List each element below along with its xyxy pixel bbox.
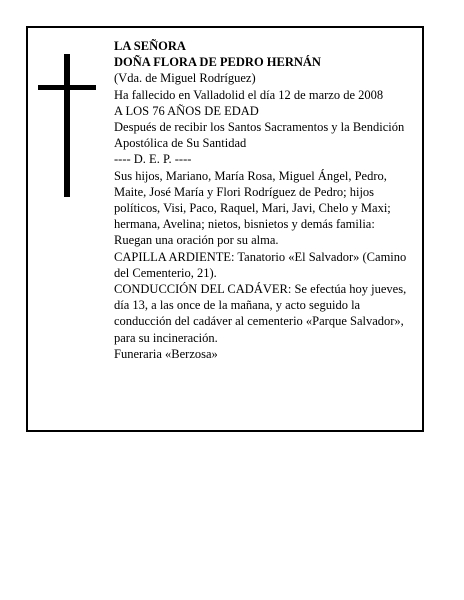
chapel: CAPILLA ARDIENTE: Tanatorio «El Salvador» (Camino del Cementerio, 21). xyxy=(114,249,407,280)
prayer: Ruegan una oración por su alma. xyxy=(114,233,279,248)
heading: LA SEÑORA xyxy=(114,39,186,53)
family: Sus hijos, Mariano, María Rosa, Miguel Ángel, Pedro, Maite, José María y Flori Rodríguez de Pedro; hijos políticos, Visi, Paco, Raquel, Mari, Javi, Chelo y Maxi; hermana, Avelina; nietos, bisnietos y demás familia: xyxy=(114,168,391,232)
cross-icon-vertical-bar xyxy=(64,54,70,197)
conduction-label: CONDUCCIÓN DEL CADÁVER: xyxy=(114,282,292,297)
conduction xyxy=(114,281,414,346)
conduction-text: Se efectúa hoy jueves, día 13, a las once de la mañana, y acto seguido la conducción del cadáver al cementerio «Parque Salvador», para su incineración. xyxy=(114,282,407,345)
death-statement: Ha fallecido en Valladolid el día 12 de marzo de 2008 xyxy=(114,87,384,102)
funeral-home: Funeraria «Berzosa» xyxy=(114,346,218,361)
cross-icon-horizontal-bar xyxy=(38,85,96,90)
sacraments: Después de recibir los Santos Sacramentos y la Bendición Apostólica de Su Santidad xyxy=(114,120,405,151)
deceased-name: DOÑA FLORA DE PEDRO HERNÁN xyxy=(114,55,321,70)
rip: ---- D. E. P. ---- xyxy=(114,152,192,167)
widow-of: (Vda. de Miguel Rodríguez) xyxy=(114,71,256,86)
obituary-text xyxy=(114,38,414,362)
age: A LOS 76 AÑOS DE EDAD xyxy=(114,103,259,118)
